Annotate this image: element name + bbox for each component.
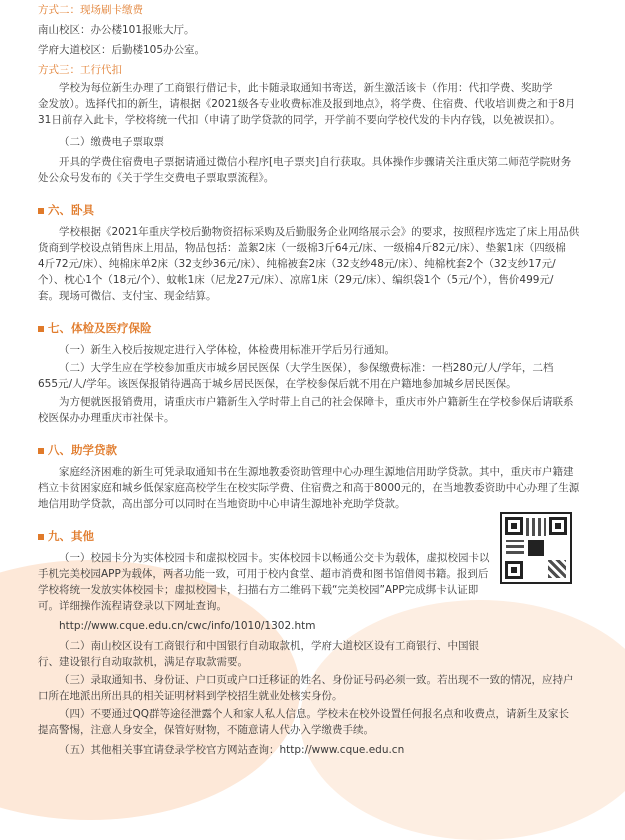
section-8-title: 八、助学贷款 — [38, 442, 608, 458]
text-line: 可。详细操作流程请登录以下网址查询。 — [38, 600, 227, 612]
text-line: 处公众号发布的《关于学生交费电子票取票流程》。 — [38, 172, 275, 184]
section-7-item-3 — [38, 394, 608, 426]
text-line: 开具的学费住宿费电子票据请通过微信小程序[电子票夹]自行获取。具体操作步骤请关注重庆第二师范学院财务 — [59, 156, 572, 168]
square-bullet-icon — [38, 534, 44, 540]
invoice-title: （二）缴费电子票取票 — [59, 136, 164, 148]
method3-title: 方式三：工行代扣 — [38, 64, 122, 76]
nanshan-location: 南山校区：办公楼101报账大厅。 — [38, 24, 195, 36]
section-9-item-4 — [38, 706, 608, 738]
finance-url-link[interactable]: http://www.cque.edu.cn/cwc/info/1010/1302.htm — [59, 620, 316, 632]
text-line: 学校根据《2021年重庆学校后勤物资招标采购及后勤服务企业网络展示会》的要求，按照程序选定了床上用品供 — [59, 226, 580, 238]
text-line: 提高警惕，注意人身安全，保管好财物，不随意请人代办入学缴费手续。 — [38, 724, 374, 736]
text-line: （三）录取通知书、身份证、户口页或户口迁移证的姓名、身份证号码必须一致。若出现不一致的情况，应持户 — [59, 674, 574, 686]
text-line: 4斤72元/床）、纯棉床单2床（32支纱36元/床）、纯棉被套2床（32支纱48元/床）、纯棉枕套2个（32支纱17元/ — [38, 258, 556, 270]
text-line: （一）校园卡分为实体校园卡和虚拟校园卡。实体校园卡以畅通公交卡为载体，虚拟校园卡以 — [59, 552, 490, 564]
square-bullet-icon — [38, 448, 44, 454]
text-line: 31日前存入此卡，学校将统一代扣（申请了助学贷款的同学，开学前不要向学校代发的卡内存钱，以免被误扣）。 — [38, 114, 561, 126]
qr-code-icon — [500, 512, 572, 584]
text-line: 金发放）。选择代扣的新生，请根据《2021级各专业收费标准及报到地点》，将学费、住宿费、代收培训费之和于8月 — [38, 98, 576, 110]
section-9-item-3 — [38, 672, 608, 704]
method3-paragraph — [38, 80, 608, 128]
section-9-item-5: （五）其他相关事宜请登录学校官方网站查询：http://www.cque.edu.cn — [59, 744, 405, 756]
text-line: 家庭经济困难的新生可凭录取通知书在生源地教委资助管理中心办理生源地信用助学贷款。其中，重庆市户籍建 — [59, 466, 574, 478]
section-7-item-2 — [38, 360, 608, 392]
section-7-item-1: （一）新生入校后按规定进行入学体检，体检费用标准开学后另行通知。 — [59, 344, 395, 356]
text-line: （四）不要通过QQ群等途径泄露个人和家人私人信息。学校未在校外设置任何报名点和收费点，请新生及家长 — [59, 708, 570, 720]
square-bullet-icon — [38, 208, 44, 214]
text-line: 货商到学校设点销售床上用品，物品包括：盖絮2床（一级棉3斤64元/床、一级棉4斤82元/床）、垫絮1床（四级棉 — [38, 242, 566, 254]
text-line: （二）南山校区设有工商银行和中国银行自动取款机，学府大道校区设有工商银行、中国银 — [59, 640, 479, 652]
section-6-paragraph — [38, 224, 608, 304]
text-line: 行、建设银行自动取款机，满足存取款需要。 — [38, 656, 248, 668]
section-7-title: 七、体检及医疗保险 — [38, 320, 608, 336]
document-body — [38, 0, 608, 758]
text-line: （二）大学生应在学校参加重庆市城乡居民医保（大学生医保），参保缴费标准：一档280元/人/学年，二档 — [59, 362, 554, 374]
section-9-item-1 — [38, 550, 493, 614]
section-8-paragraph — [38, 464, 608, 512]
text-line: 学校为每位新生办理了工商银行借记卡，此卡随录取通知书寄送，新生激活该卡（作用：代扣学费、奖助学 — [59, 82, 553, 94]
method2-title: 方式二：现场刷卡缴费 — [38, 4, 143, 16]
text-line: 为方便就医报销费用，请重庆市户籍新生入学时带上自己的社会保障卡，重庆市外户籍新生在学校参保后请联系 — [59, 396, 574, 408]
xuefu-location: 学府大道校区：后勤楼105办公室。 — [38, 44, 206, 56]
section-9-item-2 — [38, 638, 608, 670]
text-line: 套。现场可微信、支付宝、现金结算。 — [38, 290, 217, 302]
invoice-paragraph — [38, 154, 608, 186]
text-line: 学校将统一发放实体校园卡；虚拟校园卡，扫描右方二维码下载“完美校园”APP完成绑卡认证即 — [38, 584, 479, 596]
text-line: 档立卡贫困家庭和城乡低保家庭高校学生在校实际学费、住宿费之和高于8000元的，在当地教委资助中心办理了生源 — [38, 482, 580, 494]
section-6-title: 六、卧具 — [38, 202, 608, 218]
text-line: 个）、枕心1个（18元/个）、蚊帐1床（尼龙27元/床）、凉席1床（29元/床）、编织袋1个（5元/个），售价499元/ — [38, 274, 554, 286]
square-bullet-icon — [38, 326, 44, 332]
text-line: 地信用助学贷款，高出部分可以同时在当地资助中心申请生源地补充助学贷款。 — [38, 498, 406, 510]
text-line: 655元/人/学年。该医保报销待遇高于城乡居民医保，在学校参保后就不用在户籍地参加城乡居民医保。 — [38, 378, 517, 390]
section-9-title: 九、其他 — [38, 528, 608, 544]
text-line: 手机完美校园APP为载体，两者功能一致，可用于校内食堂、超市消费和图书馆借阅书籍。报到后 — [38, 568, 489, 580]
text-line: 口所在地派出所出具的相关证明材料到学校招生就业处核实身份。 — [38, 690, 343, 702]
text-line: 校医保办办理重庆市社保卡。 — [38, 412, 175, 424]
